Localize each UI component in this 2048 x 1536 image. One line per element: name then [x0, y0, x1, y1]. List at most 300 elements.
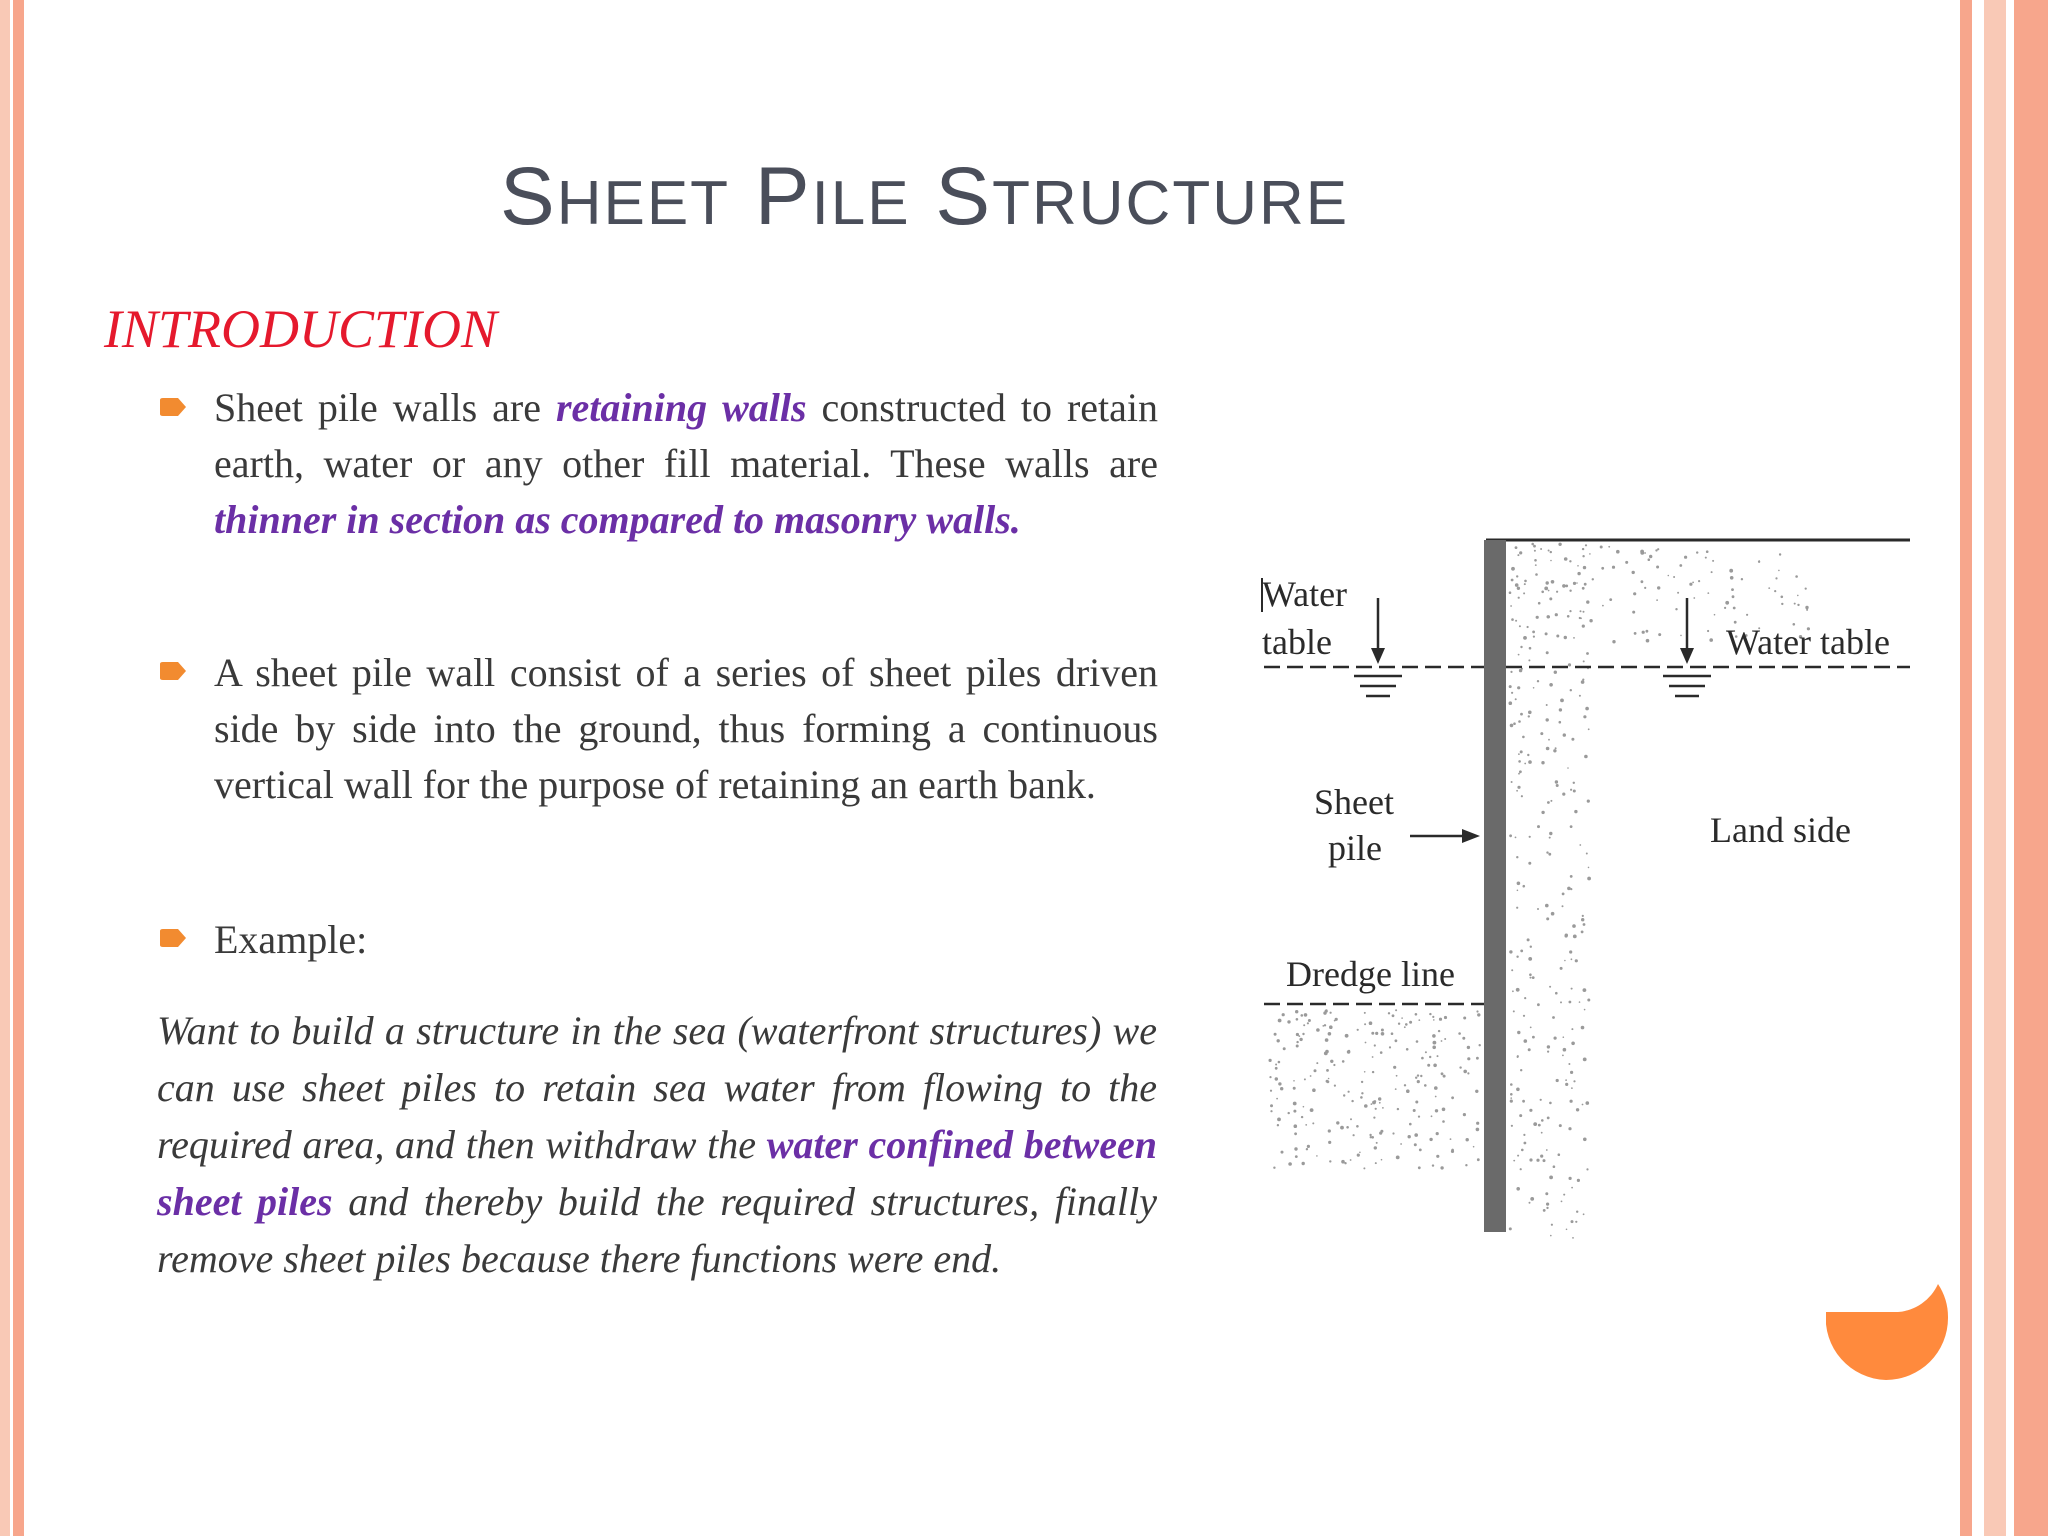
- soil-dot: [1592, 578, 1594, 580]
- soil-dot: [1758, 561, 1760, 563]
- soil-dot: [1511, 567, 1515, 571]
- soil-dot: [1582, 587, 1585, 590]
- soil-dot: [1648, 558, 1651, 561]
- soil-dot: [1424, 1084, 1427, 1087]
- bullet-text-3: [214, 912, 1158, 968]
- bullet-marker-icon: [160, 398, 186, 416]
- soil-dot: [1680, 635, 1682, 637]
- bullet-3-part-1: Example:: [214, 917, 368, 962]
- soil-dot: [1418, 1019, 1420, 1021]
- soil-dot: [1548, 590, 1550, 592]
- soil-dot: [1294, 1132, 1297, 1135]
- soil-dot: [1562, 893, 1565, 896]
- soil-dot: [1524, 997, 1526, 999]
- soil-dot: [1575, 959, 1578, 962]
- soil-dot: [1308, 1019, 1311, 1022]
- soil-dot: [1519, 625, 1521, 627]
- soil-dot: [1436, 1132, 1439, 1135]
- soil-dot: [1569, 950, 1572, 953]
- soil-dot: [1550, 800, 1552, 802]
- soil-dot: [1510, 1097, 1512, 1099]
- soil-dot: [1518, 597, 1520, 599]
- soil-dot: [1575, 1221, 1577, 1223]
- soil-dot: [1463, 1070, 1467, 1074]
- soil-dot: [1438, 1030, 1440, 1032]
- soil-dot: [1275, 1064, 1277, 1066]
- soil-dot: [1530, 977, 1532, 979]
- soil-dot: [1707, 592, 1709, 594]
- soil-dot: [1429, 1138, 1432, 1141]
- soil-dot: [1406, 1089, 1410, 1093]
- soil-dot: [1712, 560, 1714, 562]
- soil-dot: [1600, 546, 1603, 549]
- soil-dot: [1432, 1164, 1434, 1166]
- bullet-marker-icon: [160, 662, 186, 680]
- soil-dot: [1451, 1150, 1454, 1153]
- water-table-arrowhead-left: [1371, 648, 1385, 664]
- soil-dot: [1536, 616, 1539, 619]
- soil-dot: [1646, 639, 1650, 643]
- soil-dot: [1277, 1124, 1279, 1126]
- soil-dot: [1707, 630, 1709, 632]
- soil-dot: [1573, 582, 1576, 585]
- soil-dot: [1439, 1018, 1442, 1021]
- soil-dot: [1561, 1201, 1563, 1203]
- soil-dot: [1380, 1051, 1383, 1054]
- soil-dot: [1476, 1010, 1478, 1012]
- title-word-3: [935, 151, 1349, 242]
- soil-dot: [1336, 1121, 1339, 1124]
- soil-dot: [1280, 1087, 1283, 1090]
- soil-dot: [1521, 1149, 1524, 1152]
- soil-dot: [1295, 1010, 1298, 1013]
- soil-dot: [1436, 1155, 1439, 1158]
- soil-dot: [1388, 1012, 1390, 1014]
- soil-dot: [1583, 660, 1585, 662]
- example-part-1: Want to build a structure in the sea (waterfront structures) we can use sheet piles to retain sea water from flowing to the required area, and then withdraw the: [157, 1008, 1157, 1167]
- soil-dot: [1696, 551, 1698, 553]
- soil-dot: [1476, 1122, 1479, 1125]
- soil-dot: [1560, 967, 1563, 970]
- soil-dot: [1581, 931, 1584, 934]
- soil-dot: [1389, 1046, 1391, 1048]
- soil-dot: [1587, 800, 1590, 803]
- soil-dot: [1570, 689, 1572, 691]
- soil-dot: [1381, 1032, 1385, 1036]
- soil-dot: [1293, 1087, 1296, 1090]
- soil-dot: [1421, 1057, 1424, 1060]
- slide-border-right-middle: [1984, 0, 2006, 1536]
- soil-dot: [1372, 1056, 1374, 1058]
- soil-dot: [1400, 1143, 1402, 1145]
- soil-dot: [1583, 988, 1587, 992]
- soil-dot: [1546, 917, 1549, 920]
- water-table-arrowhead-right: [1680, 648, 1694, 664]
- soil-dot: [1369, 1134, 1371, 1136]
- soil-dot: [1584, 755, 1588, 759]
- soil-dot: [1518, 720, 1521, 723]
- soil-dot: [1569, 1001, 1572, 1004]
- soil-dot: [1553, 1165, 1556, 1168]
- soil-dot: [1326, 1080, 1329, 1083]
- soil-dot: [1523, 636, 1527, 640]
- soil-dot: [1405, 1023, 1408, 1026]
- soil-dot: [1533, 545, 1536, 548]
- soil-dot: [1516, 907, 1518, 909]
- soil-dot: [1569, 1177, 1572, 1180]
- soil-dot: [1463, 1113, 1466, 1116]
- soil-dot: [1574, 810, 1577, 813]
- soil-dot: [1413, 1109, 1416, 1112]
- soil-dot: [1589, 619, 1592, 622]
- soil-dot: [1398, 1023, 1400, 1025]
- soil-dot: [1523, 592, 1525, 594]
- soil-dot: [1529, 1109, 1532, 1112]
- soil-dot: [1270, 1104, 1273, 1107]
- soil-dot: [1278, 1061, 1281, 1064]
- soil-dot: [1511, 781, 1513, 783]
- soil-dot: [1516, 575, 1518, 577]
- soil-dot: [1731, 588, 1734, 591]
- soil-dot: [1517, 890, 1519, 892]
- soil-dot: [1520, 646, 1522, 648]
- soil-dot: [1374, 1100, 1377, 1103]
- soil-dot: [1312, 1088, 1316, 1092]
- soil-dot: [1566, 1229, 1568, 1231]
- soil-dot: [1640, 550, 1644, 554]
- soil-dot: [1369, 1021, 1373, 1025]
- soil-dot: [1361, 1081, 1363, 1083]
- label-land-side: Land side: [1710, 810, 1851, 850]
- soil-dot: [1528, 659, 1530, 661]
- soil-dot: [1275, 1077, 1278, 1080]
- soil-dot: [1568, 663, 1571, 666]
- soil-dot: [1545, 1192, 1548, 1195]
- soil-dot: [1530, 946, 1532, 948]
- soil-dot: [1316, 1028, 1320, 1032]
- soil-dot: [1530, 1197, 1534, 1201]
- soil-dot: [1602, 605, 1604, 607]
- soil-dot: [1579, 844, 1581, 846]
- bullet-marker-icon: [160, 929, 186, 947]
- soil-dot: [1567, 615, 1570, 618]
- soil-dot: [1520, 750, 1523, 753]
- soil-dot: [1583, 566, 1586, 569]
- soil-dot: [1476, 1057, 1479, 1060]
- bullet-text-2: [214, 645, 1158, 813]
- soil-dot: [1520, 1069, 1522, 1071]
- soil-dot: [1306, 1148, 1308, 1150]
- soil-dot: [1549, 1102, 1552, 1105]
- soil-dot: [1546, 704, 1548, 706]
- soil-dot: [1586, 600, 1589, 603]
- soil-dot: [1524, 580, 1527, 583]
- soil-dot: [1444, 1016, 1447, 1019]
- soil-dot: [1555, 992, 1558, 995]
- soil-dot: [1534, 550, 1536, 552]
- soil-dot: [1524, 1039, 1528, 1043]
- soil-dot: [1805, 588, 1807, 590]
- soil-dot: [1396, 1156, 1400, 1160]
- soil-dot: [1567, 887, 1571, 891]
- soil-dot: [1396, 1075, 1398, 1077]
- soil-dot: [1550, 560, 1552, 562]
- soil-dot: [1359, 1152, 1361, 1154]
- soil-dot: [1706, 550, 1709, 553]
- soil-dot: [1689, 583, 1692, 586]
- soil-dot: [1434, 1086, 1438, 1090]
- soil-dot: [1546, 581, 1549, 584]
- soil-dot: [1310, 1108, 1314, 1112]
- sheet-pile-wall: [1484, 540, 1506, 1232]
- soil-dot: [1549, 1176, 1553, 1180]
- soil-dot: [1372, 1071, 1374, 1073]
- soil-dot: [1425, 1051, 1427, 1053]
- example-part-3: and thereby build the required structures, finally remove sheet piles because there functions were end.: [157, 1179, 1158, 1281]
- soil-dot: [1551, 1224, 1553, 1226]
- soil-dot: [1295, 1155, 1298, 1158]
- soil-dot: [1729, 569, 1733, 573]
- soil-dot: [1571, 958, 1573, 960]
- soil-dot: [1564, 636, 1567, 639]
- soil-dot: [1568, 1063, 1570, 1065]
- soil-dot: [1588, 867, 1590, 869]
- soil-dot: [1301, 1116, 1303, 1118]
- soil-dot: [1393, 1066, 1396, 1069]
- soil-dot: [1518, 753, 1520, 755]
- soil-dot: [1572, 1237, 1574, 1239]
- slide-title: [500, 150, 1500, 244]
- soil-dot: [1314, 1069, 1317, 1072]
- label-water: Water: [1262, 574, 1348, 614]
- soil-dot: [1581, 1026, 1585, 1030]
- soil-dot: [1353, 1134, 1355, 1136]
- soil-dot: [1409, 1021, 1412, 1024]
- soil-dot: [1513, 1010, 1515, 1012]
- soil-dot: [1529, 1202, 1531, 1204]
- soil-dot: [1781, 603, 1783, 605]
- soil-dot: [1347, 1050, 1351, 1054]
- soil-dot: [1583, 715, 1586, 718]
- soil-dot: [1371, 1103, 1373, 1105]
- soil-dot: [1378, 1097, 1381, 1100]
- soil-dot: [1520, 1168, 1522, 1170]
- soil-dot: [1520, 950, 1523, 953]
- slide-border-right-inner: [1960, 0, 1972, 1536]
- soil-dot: [1554, 1037, 1557, 1040]
- soil-dot: [1794, 603, 1796, 605]
- soil-dot: [1570, 789, 1572, 791]
- soil-dot: [1533, 1122, 1537, 1126]
- soil-dot: [1642, 631, 1645, 634]
- soil-dot: [1573, 782, 1575, 784]
- soil-dot: [1350, 1159, 1352, 1161]
- soil-dot: [1409, 1123, 1412, 1126]
- soil-dot: [1779, 553, 1781, 555]
- soil-dot: [1548, 739, 1550, 741]
- soil-dot: [1415, 1013, 1418, 1016]
- soil-dot: [1316, 1155, 1318, 1157]
- soil-dot: [1273, 1167, 1275, 1169]
- soil-dot: [1565, 585, 1568, 588]
- soil-dot: [1569, 560, 1571, 562]
- soil-dot: [1432, 1046, 1436, 1050]
- soil-dot: [1537, 1003, 1540, 1006]
- soil-dot: [1282, 1013, 1285, 1016]
- soil-dot: [1556, 591, 1558, 593]
- soil-dot: [1573, 637, 1575, 639]
- soil-dot: [1546, 651, 1549, 654]
- soil-dot: [1555, 780, 1558, 783]
- soil-dot: [1458, 1032, 1461, 1035]
- soil-dot: [1563, 1036, 1565, 1038]
- title-word-2: [755, 151, 911, 242]
- soil-dot: [1415, 1077, 1417, 1079]
- soil-dot: [1537, 825, 1540, 828]
- soil-dot: [1414, 1143, 1417, 1146]
- soil-dot: [1679, 564, 1682, 567]
- soil-dot: [1296, 1018, 1299, 1021]
- soil-dot: [1571, 1028, 1573, 1030]
- soil-dot: [1529, 973, 1532, 976]
- soil-dot: [1523, 1015, 1525, 1017]
- soil-dot: [1281, 1151, 1284, 1154]
- soil-dot: [1795, 575, 1798, 578]
- soil-dot: [1288, 1112, 1290, 1114]
- soil-dot: [1725, 601, 1729, 605]
- soil-dot: [1545, 904, 1549, 908]
- soil-dot: [1797, 595, 1799, 597]
- soil-dot: [1668, 575, 1670, 577]
- soil-dot: [1543, 1209, 1546, 1212]
- soil-dot: [1375, 1108, 1377, 1110]
- soil-dot: [1541, 591, 1544, 594]
- soil-dot: [1517, 882, 1521, 886]
- soil-dot: [1467, 1072, 1469, 1074]
- soil-dot: [1303, 1106, 1305, 1108]
- soil-dot: [1381, 1159, 1383, 1161]
- soil-dot: [1538, 602, 1541, 605]
- soil-dot: [1560, 699, 1564, 703]
- soil-dot: [1510, 1093, 1513, 1096]
- soil-dot: [1364, 1023, 1366, 1025]
- soil-dot: [1528, 715, 1530, 717]
- slide-border-left-outer: [0, 0, 10, 1536]
- soil-dot: [1540, 1099, 1542, 1101]
- soil-dot: [1540, 732, 1543, 735]
- soil-dot: [1509, 701, 1513, 705]
- soil-dot: [1361, 1092, 1363, 1094]
- soil-dot: [1677, 592, 1679, 594]
- soil-dot: [1516, 1088, 1520, 1092]
- soil-dot: [1303, 1024, 1305, 1026]
- soil-dot: [1549, 683, 1553, 687]
- soil-dot: [1307, 1145, 1310, 1148]
- soil-dot: [1417, 1074, 1419, 1076]
- soil-dot: [1406, 1048, 1409, 1051]
- label-dredge-line: Dredge line: [1286, 954, 1455, 994]
- soil-dot: [1302, 1033, 1304, 1035]
- soil-dot: [1529, 1158, 1532, 1161]
- soil-dot: [1633, 592, 1636, 595]
- soil-dot: [1433, 1064, 1437, 1068]
- soil-dot: [1563, 1048, 1567, 1052]
- soil-dot: [1588, 728, 1590, 730]
- soil-dot: [1571, 1220, 1574, 1223]
- bullet-1-part-1: Sheet pile walls are: [214, 385, 556, 430]
- soil-dot: [1527, 938, 1530, 941]
- soil-dot: [1577, 572, 1580, 575]
- soil-dot: [1432, 1016, 1434, 1018]
- soil-dot: [1540, 1155, 1543, 1158]
- soil-dot: [1511, 618, 1514, 621]
- soil-dot: [1518, 760, 1521, 763]
- soil-dot: [1515, 837, 1517, 839]
- soil-dot: [1584, 583, 1587, 586]
- soil-dot: [1329, 1160, 1331, 1162]
- soil-dot: [1547, 801, 1550, 804]
- soil-dot: [1465, 1164, 1467, 1166]
- soil-dot: [1573, 790, 1576, 793]
- soil-dot: [1560, 1001, 1562, 1003]
- soil-dot: [1463, 1017, 1466, 1020]
- soil-dot: [1370, 1136, 1372, 1138]
- soil-dot: [1328, 1129, 1331, 1132]
- soil-dot: [1404, 1026, 1406, 1028]
- soil-dot: [1304, 1078, 1306, 1080]
- soil-dot: [1437, 1055, 1439, 1057]
- soil-dot: [1581, 680, 1585, 684]
- soil-dot: [1276, 1098, 1278, 1100]
- soil-dot: [1270, 1090, 1272, 1092]
- soil-dot: [1533, 636, 1535, 638]
- soil-dot: [1476, 1128, 1480, 1132]
- soil-dot: [1569, 610, 1571, 612]
- soil-dot: [1573, 1080, 1575, 1082]
- soil-dot: [1714, 614, 1716, 616]
- soil-dot: [1576, 1108, 1579, 1111]
- soil-dot: [1705, 557, 1707, 559]
- title-word-3-rest: TRUCTURE: [992, 169, 1350, 238]
- soil-dot: [1348, 1091, 1350, 1093]
- soil-dot: [1511, 692, 1513, 694]
- soil-dot: [1534, 559, 1537, 562]
- soil-dot: [1589, 553, 1591, 555]
- soil-dot: [1732, 595, 1735, 598]
- soil-dot: [1391, 1032, 1394, 1035]
- soil-dot: [1634, 632, 1637, 635]
- soil-dot: [1646, 630, 1649, 633]
- soil-dot: [1586, 1168, 1588, 1170]
- title-word-1-cap: S: [500, 151, 557, 242]
- soil-dot: [1656, 599, 1658, 601]
- soil-dot: [1625, 561, 1628, 564]
- soil-dot: [1586, 853, 1588, 855]
- soil-dot: [1655, 549, 1657, 551]
- soil-dot: [1429, 1056, 1431, 1058]
- soil-dot: [1523, 885, 1526, 888]
- soil-dot: [1517, 1155, 1519, 1157]
- soil-dot: [1515, 620, 1517, 622]
- soil-dot: [1543, 1159, 1546, 1162]
- soil-dot: [1546, 851, 1548, 853]
- soil-dot: [1569, 590, 1571, 592]
- soil-dot: [1516, 988, 1520, 992]
- soil-dot: [1532, 631, 1535, 634]
- soil-dot: [1554, 671, 1557, 674]
- soil-dot: [1392, 1014, 1395, 1017]
- title-word-1-rest: HEET: [556, 169, 731, 238]
